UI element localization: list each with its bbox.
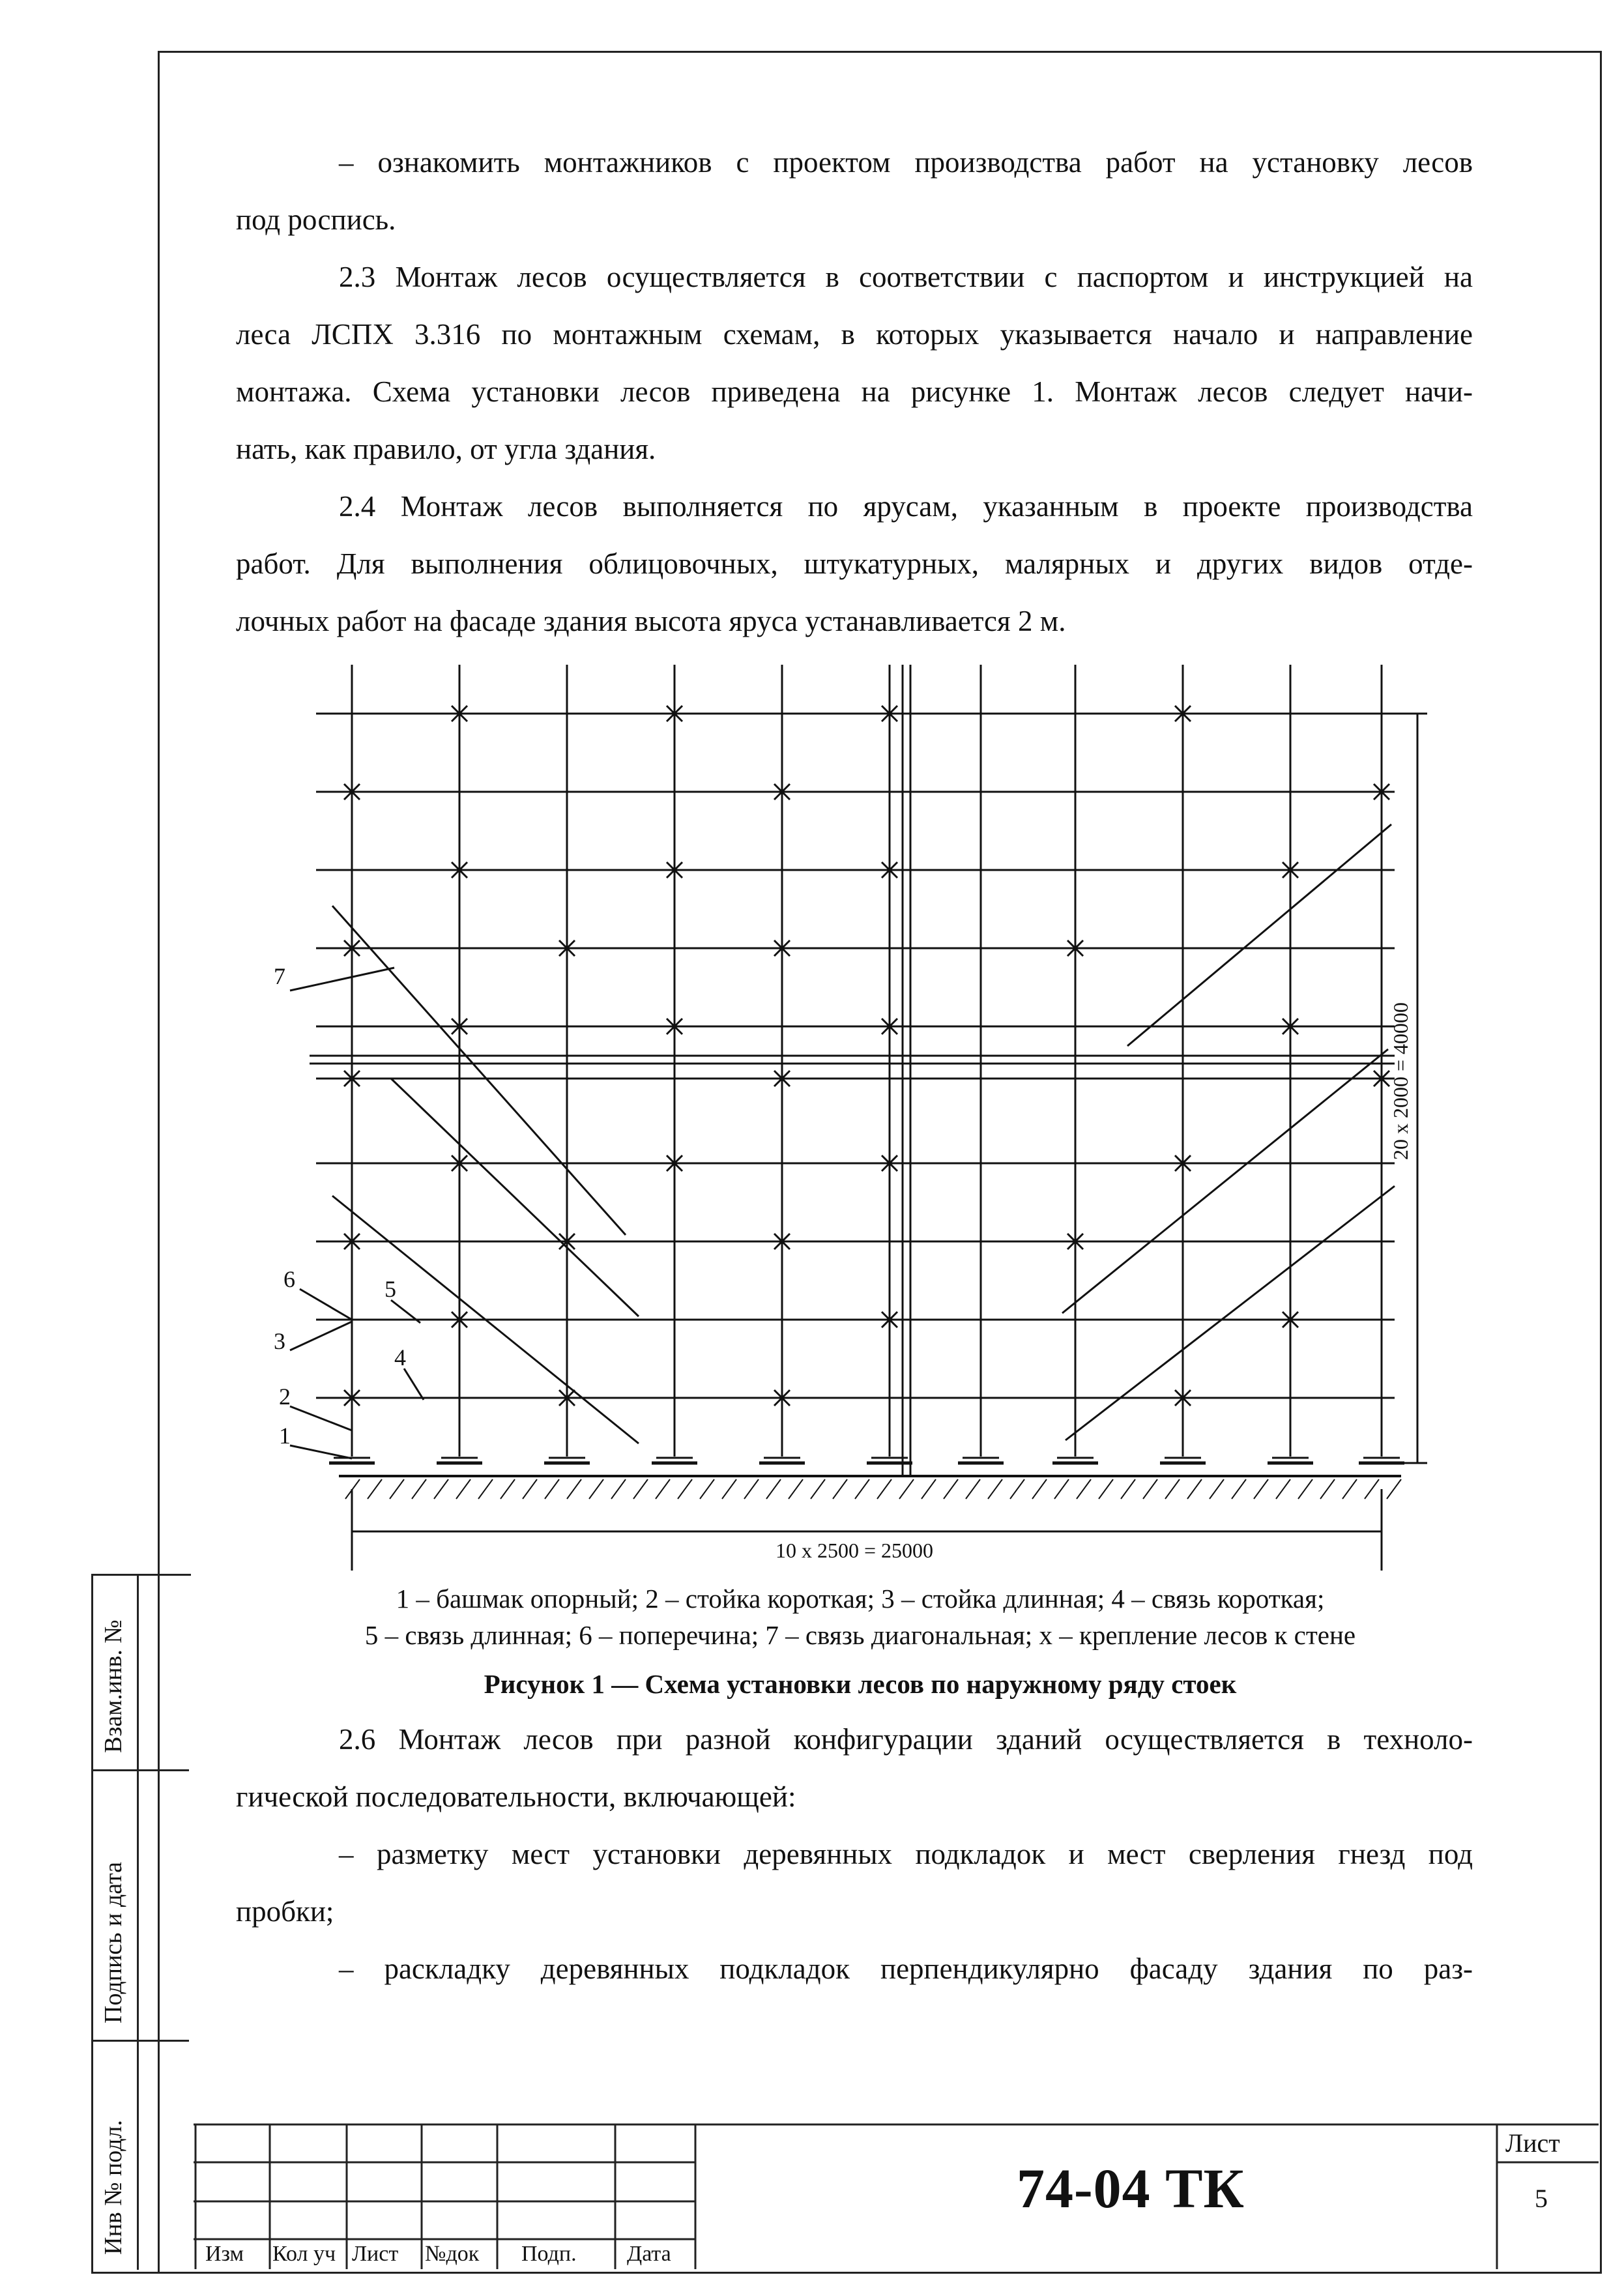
ground-hatch [988,1479,1002,1499]
callout-7: 7 [274,963,285,989]
tb-header-izm: Изм [205,2242,244,2266]
callout-5: 5 [384,1276,396,1302]
ground-hatch [877,1479,892,1499]
ground-hatch [412,1479,426,1499]
callout-1: 1 [279,1423,291,1449]
ground-hatch [855,1479,869,1499]
callout-leader-1 [290,1445,352,1458]
ground-hatch [944,1479,958,1499]
tb-header-list: Лист [352,2242,399,2266]
side-stamp-inner-line [137,1574,139,2270]
ground-hatch [766,1479,781,1499]
ground-hatch [567,1479,581,1499]
scaffolding-scheme-figure [261,652,1466,1584]
ground-hatch [434,1479,448,1499]
ground-hatch [899,1479,914,1499]
ground-hatch [966,1479,980,1499]
para3-line2: работ. Для выполнения облицовочных, штукатурных, малярных и других видов отде- [236,547,1473,580]
side-stamp-podpis: Подпись и дата [100,1861,127,2023]
para2-line3: монтажа. Схема установки лесов приведена на рисунке 1. Монтаж лесов следует начи- [236,375,1473,408]
diagonal-brace [1062,1049,1388,1313]
ground-hatch [789,1479,803,1499]
ground-hatch [545,1479,559,1499]
ground-hatch [1010,1479,1024,1499]
ground-hatch [1099,1479,1113,1499]
para3-line1: 2.4 Монтаж лесов выполняется по ярусам, указанным в проекте производства [339,490,1473,523]
para1-line1: – ознакомить монтажников с проектом производства работ на установку лесов [339,146,1473,179]
para5-line2: пробки; [236,1895,334,1928]
para6-line1: – раскладку деревянных подкладок перпендикулярно фасаду здания по раз- [339,1952,1473,1985]
tb-header-data: Дата [627,2242,671,2266]
side-stamp-divider [91,1769,189,1771]
callout-leader-3 [290,1322,352,1350]
ground-hatch [1232,1479,1246,1499]
side-stamp-vzam: Взам.инв. № [100,1619,127,1753]
side-stamp-divider [91,2040,189,2042]
ground-hatch [700,1479,714,1499]
para2-line1: 2.3 Монтаж лесов осуществляется в соответствии с паспортом и инструкцией на [339,261,1473,293]
diagonal-brace [332,906,626,1235]
para3-line3: лочных работ на фасаде здания высота яруса устанавливается 2 м. [236,605,1066,637]
ground-hatch [500,1479,515,1499]
ground-hatch [678,1479,692,1499]
para2-line4: нать, как правило, от угла здания. [236,433,656,465]
ground-hatch [656,1479,670,1499]
side-stamp-inv: Инв № подл. [100,2119,127,2255]
ground-hatch [390,1479,404,1499]
ground-hatch [368,1479,382,1499]
callout-leader-2 [290,1406,352,1430]
ground-hatch [811,1479,825,1499]
callout-6: 6 [283,1266,295,1292]
dim-height-label: 20 x 2000 = 40000 [1389,1002,1412,1160]
tb-header-ndok: №док [425,2242,480,2266]
ground-hatch [478,1479,493,1499]
title-block-grid [194,2123,1601,2270]
ground-hatch [1342,1479,1357,1499]
ground-hatch [456,1479,471,1499]
ground-hatch [1320,1479,1335,1499]
ground-hatch [1210,1479,1224,1499]
figure-caption: Рисунок 1 — Схема установки лесов по наружному ряду стоек [484,1669,1237,1699]
ground-hatch [833,1479,847,1499]
ground-hatch [1054,1479,1069,1499]
para1-line2: под роспись. [236,203,396,236]
diagonal-brace [391,1079,639,1316]
ground-hatch [722,1479,736,1499]
ground-hatch [1387,1479,1401,1499]
callout-leader-7 [290,968,394,991]
ground-hatch [744,1479,759,1499]
sheet-label: Лист [1505,2128,1560,2158]
ground-hatch [1298,1479,1312,1499]
ground-hatch [633,1479,648,1499]
ground-hatch [589,1479,603,1499]
ground-hatch [1276,1479,1290,1499]
callout-leader-6 [300,1289,352,1320]
para5-line1: – разметку мест установки деревянных подкладок и мест сверления гнезд под [339,1838,1473,1870]
ground-hatch [611,1479,626,1499]
ground-hatch [921,1479,936,1499]
ground-hatch [523,1479,537,1499]
para2-line2: леса ЛСПХ 3.316 по монтажным схемам, в которых указывается начало и направление [236,318,1473,351]
ground-hatch [1187,1479,1202,1499]
figure-legend-line2: 5 – связь длинная; 6 – поперечина; 7 – связь диагональная; х – крепление лесов к стене [364,1620,1356,1650]
tb-header-kol: Кол уч [272,2242,336,2266]
callout-leader-4 [404,1369,424,1400]
tb-header-podp: Подп. [521,2242,577,2266]
ground-hatch [1143,1479,1157,1499]
ground-hatch [1032,1479,1047,1499]
figure-legend-line1: 1 – башмак опорный; 2 – стойка короткая; 3 – стойка длинная; 4 – связь короткая; [396,1584,1325,1614]
sheet-number: 5 [1535,2184,1548,2213]
callout-2: 2 [279,1384,291,1410]
dim-width-label: 10 x 2500 = 25000 [776,1539,934,1562]
callout-3: 3 [274,1328,285,1354]
para4-line1: 2.6 Монтаж лесов при разной конфигурации зданий осуществляется в техноло- [339,1723,1473,1756]
ground-hatch [1077,1479,1091,1499]
ground-hatch [1165,1479,1180,1499]
ground-hatch [1365,1479,1379,1499]
callout-4: 4 [394,1344,406,1370]
ground-hatch [1121,1479,1135,1499]
document-code: 74-04 ТК [1017,2157,1245,2220]
diagonal-brace [1127,824,1391,1046]
para4-line2: гической последовательности, включающей: [236,1780,796,1813]
diagonal-brace [1066,1186,1395,1440]
ground-hatch [1254,1479,1268,1499]
